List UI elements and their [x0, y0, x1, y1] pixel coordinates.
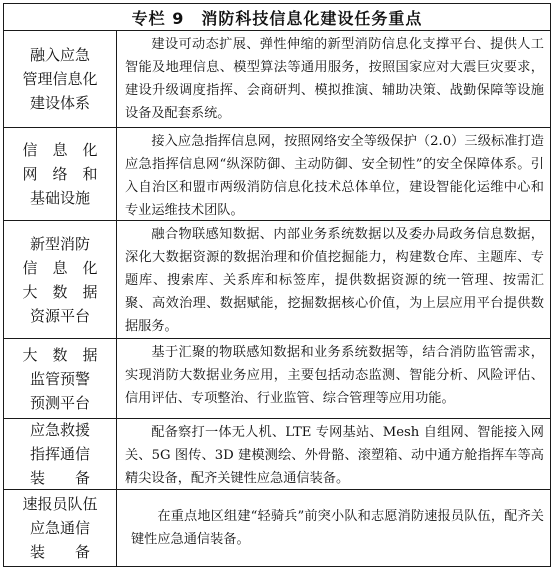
row-content-text: 在重点地区组建“轻骑兵”前突小队和志愿消防速报员队伍，配齐关键性应急通信装备。 [131, 509, 544, 547]
table-row [4, 128, 550, 221]
row-content: 接入应急指挥信息网，按照网络安全等级保护（2.0）三级标准打造应急指挥信息网“纵深防御、主动防御、安全韧性”的安全保障体系。引入自治区和盟市两级消防信息化技术总体单位，建设智能化运维中心和专业运维技术团队。 [125, 134, 544, 219]
row-content: 配备察打一体无人机、LTE 专网基站、Mesh 自组网、智能接入网关、5G 图传、3D 建模测绘、外骨骼、滚塑箱、动中通方舱指挥车等高精尖设备，配齐关键性应急通信装备。 [125, 425, 544, 486]
table-row [4, 31, 550, 128]
row-content: 建设可动态扩展、弹性伸缩的新型消防信息化支撑平台、提供人工智能及地理信息、模型算法等通用服务，按照国家应对大震巨灾要求，建设升级调度指挥、会商研判、模拟推演、辅助决策、战勤保障等设施设备及配套系统。 [125, 37, 544, 122]
table-row [4, 419, 550, 490]
row-label: 新型消防 信 息 化 大 数 据 资源平台 [4, 221, 117, 338]
task-table [3, 3, 551, 567]
table-row [4, 339, 550, 419]
table-title: 专栏 9 消防科技信息化建设任务重点 [4, 4, 550, 31]
table-row [4, 490, 550, 566]
row-label: 应急救援 指挥通信 装 备 [4, 419, 117, 489]
row-content: 融合物联感知数据、内部业务系统数据以及委办局政务信息数据，深化大数据资源的数据治理和价值挖掘能力，构建数仓库、主题库、专题库、搜索库、关系库和标签库，提供数据资源的统一管理、按需汇聚、高效治理、数据赋能，挖掘数据核心价值，为上层应用平台提供数据服务。 [125, 227, 544, 335]
row-label: 大 数 据 监管预警 预测平台 [4, 339, 117, 418]
row-label: 融入应急 管理信息化 建设体系 [4, 31, 117, 127]
row-label: 速报员队伍 应急通信 装 备 [4, 490, 117, 566]
row-content: 基于汇聚的物联感知数据和业务系统数据等，结合消防监管需求，实现消防大数据业务应用，主要包括动态监测、智能分析、风险评估、信用评估、专项整治、行业监管、综合管理等应用功能。 [125, 345, 544, 407]
table-row [4, 221, 550, 339]
row-content [117, 490, 550, 566]
row-label: 信 息 化 网 络 和 基础设施 [4, 128, 117, 220]
